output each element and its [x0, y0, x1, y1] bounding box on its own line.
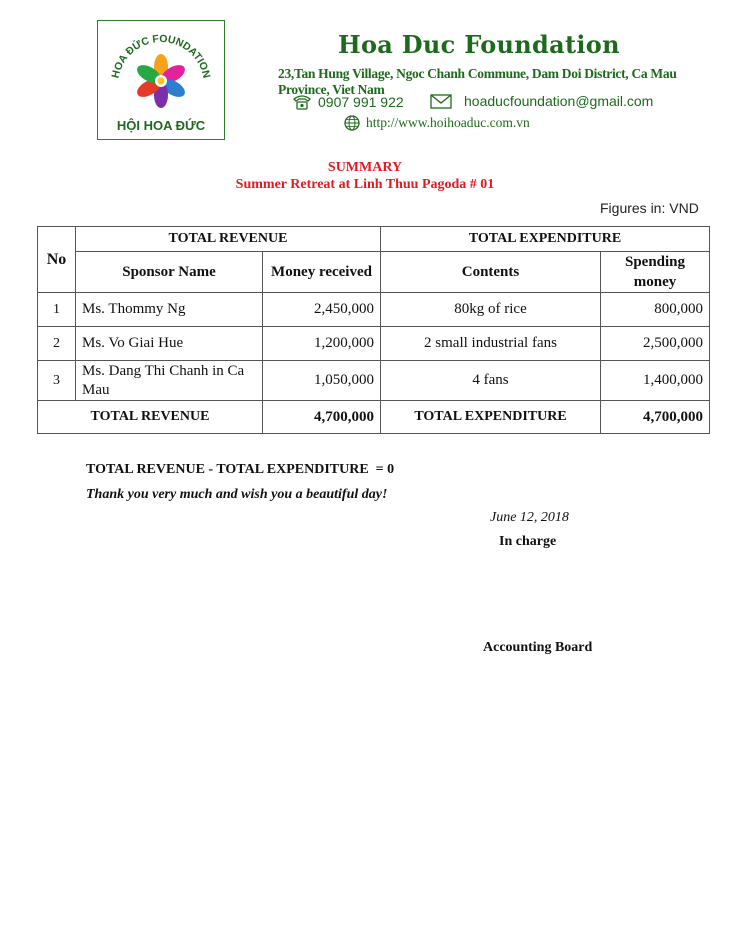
row-received: 2,450,000 [263, 293, 381, 327]
row-no: 1 [38, 293, 76, 327]
in-charge-label: In charge [499, 534, 557, 549]
email-row [430, 93, 653, 109]
row-contents: 2 small industrial fans [381, 327, 601, 361]
header-contents: Contents [381, 252, 601, 293]
table-row [38, 361, 710, 401]
summary-subtitle: Summer Retreat at Linh Thuu Pagoda # 01 [235, 177, 495, 192]
header-total-expenditure: TOTAL EXPENDITURE [381, 227, 710, 252]
row-contents: 80kg of rice [381, 293, 601, 327]
summary-table [37, 226, 710, 434]
total-revenue-value: 4,700,000 [263, 401, 381, 434]
row-sponsor: Ms. Thommy Ng [76, 293, 263, 327]
row-spending: 800,000 [601, 293, 710, 327]
telephone-icon [292, 94, 312, 110]
total-expenditure-label: TOTAL EXPENDITURE [381, 401, 601, 434]
phone-row [292, 94, 404, 110]
row-contents: 4 fans [381, 361, 601, 401]
logo-arc-text: HOA ĐỨC FOUNDATION [109, 32, 213, 80]
table-header-row [38, 252, 710, 293]
header-money-received: Money received [263, 252, 381, 293]
website-link[interactable]: http://www.hoihoaduc.com.vn [366, 115, 530, 130]
total-revenue-label: TOTAL REVENUE [38, 401, 263, 434]
table-row [38, 293, 710, 327]
globe-icon [344, 115, 360, 131]
row-no: 3 [38, 361, 76, 401]
summary-title: SUMMARY [327, 160, 403, 175]
foundation-logo [97, 20, 225, 140]
header-sponsor-name: Sponsor Name [76, 252, 263, 293]
row-no: 2 [38, 327, 76, 361]
thank-you-note: Thank you very much and wish you a beautiful day! [86, 487, 388, 502]
balance-result: TOTAL REVENUE - TOTAL EXPENDITURE = 0 [86, 462, 395, 477]
accounting-board-label: Accounting Board [483, 640, 593, 655]
header-total-revenue: TOTAL REVENUE [76, 227, 381, 252]
org-title: Hoa Duc Foundation [338, 30, 620, 59]
phone-number: 0907 991 922 [318, 94, 404, 110]
header-spending-money: Spending money [601, 252, 710, 293]
logo-name: HỘI HOA ĐỨC [116, 118, 206, 133]
figures-note: Figures in: VND [600, 200, 699, 216]
row-spending: 2,500,000 [601, 327, 710, 361]
row-spending: 1,400,000 [601, 361, 710, 401]
row-sponsor: Ms. Dang Thi Chanh in Ca Mau [76, 361, 263, 401]
row-sponsor: Ms. Vo Giai Hue [76, 327, 263, 361]
row-received: 1,200,000 [263, 327, 381, 361]
table-row [38, 327, 710, 361]
document-date: June 12, 2018 [490, 510, 569, 525]
header-no: No [38, 227, 76, 293]
table-total-row [38, 401, 710, 434]
org-address: 23,Tan Hung Village, Ngoc Chanh Commune, Dam Doi District, Ca Mau Province, Viet Nam [278, 66, 677, 97]
website-row [344, 115, 530, 131]
total-expenditure-value: 4,700,000 [601, 401, 710, 434]
envelope-icon [430, 94, 452, 109]
table-header-group-row [38, 227, 710, 252]
email-address[interactable]: hoaducfoundation@gmail.com [464, 93, 654, 109]
row-received: 1,050,000 [263, 361, 381, 401]
